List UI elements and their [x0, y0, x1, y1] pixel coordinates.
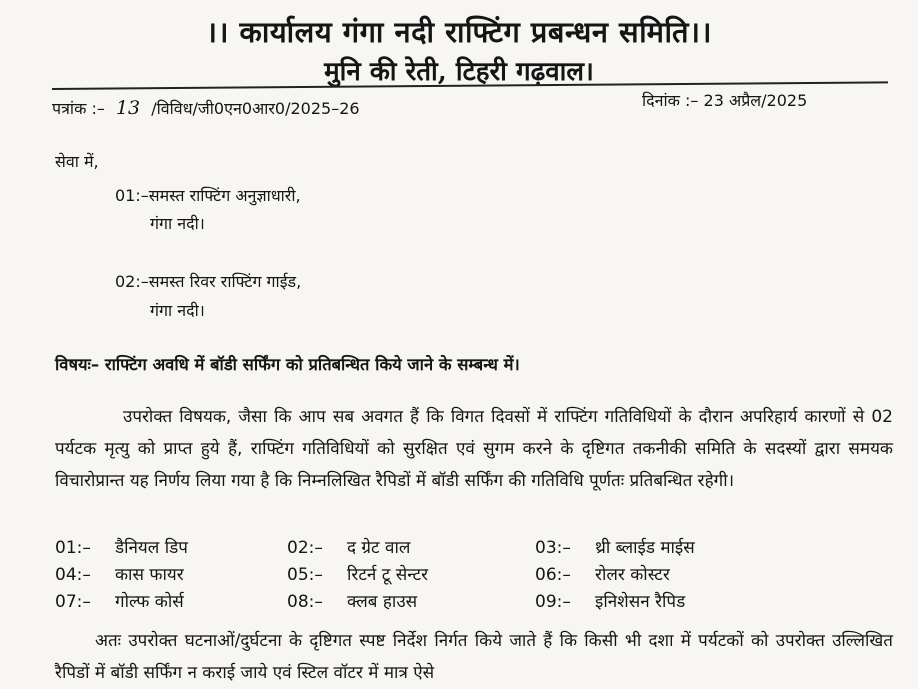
letter-date	[642, 89, 807, 111]
rapid-item: 08:– क्लब हाउस	[287, 592, 418, 612]
office-title: ।। कार्यालय गंगा नदी राफ्टिंग प्रबन्धन समिति।।	[205, 15, 713, 49]
salutation: सेवा में,	[55, 152, 99, 171]
rapid-item: 03:– थ्री ब्लाईड माईस	[535, 538, 695, 558]
reference-path: /विविध/जी0एन0आर0/2025–26	[151, 99, 360, 118]
rapid-item: 01:– डैनियल डिप	[55, 538, 188, 558]
rapid-item: 06:– रोलर कोस्टर	[535, 565, 670, 585]
addressee-2-line2: गंगा नदी।	[150, 301, 205, 320]
rapid-item: 04:– कास फायर	[55, 565, 184, 585]
rapid-item: 09:– इनिशेसन रैपिड	[535, 592, 686, 612]
rapids-list	[55, 535, 815, 615]
addressee-1-line1: 01:–समस्त राफ्टिंग अनुज्ञाधारी,	[115, 186, 301, 205]
letter-subject: विषयः– राफ्टिंग अवधि में बॉडी सर्फिंग को प्रतिबन्धित किये जाने के सम्बन्ध में।	[55, 355, 520, 374]
reference-number: 13	[115, 97, 141, 119]
rapid-item: 05:– रिटर्न टू सेन्टर	[287, 565, 429, 585]
date-value: 23 अप्रैल/2025	[703, 91, 808, 110]
office-location: मुनि की रेती, टिहरी गढ़वाल।	[324, 57, 594, 87]
reference-label: पत्रांक :–	[52, 99, 105, 118]
date-label: दिनांक :–	[642, 91, 699, 110]
rapid-item: 02:– द ग्रेट वाल	[287, 538, 411, 558]
addressee-2-line1: 02:–समस्त रिवर राफ्टिंग गाईड,	[115, 272, 302, 291]
body-paragraph-1: उपरोक्त विषयक, जैसा कि आप सब अवगत हैं कि विगत दिवसों में राफ्टिंग गतिविधियों के दौरान अपरिहार्य कारणों से 02 पर्यटक मृत्यु को प्राप्त हुये हैं, राफ्टिंग गतिविधियों को सुरक्षित एवं सुगम करने के दृष्टिगत तकनीकी समिति के सदस्यों द्वारा समयक विचारोप्रान्त यह निर्णय लिया गया है कि निम्नलिखित रैपिडों में बॉडी सर्फिंग की गतिविधि पूर्णतः प्रतिबन्धित रहेगी।	[55, 407, 893, 491]
addressee-1-line2: गंगा नदी।	[150, 214, 205, 233]
letter-reference	[52, 97, 360, 119]
body-paragraph-2: अतः उपरोक्त घटनाओं/दुर्घटना के दृष्टिगत स्पष्ट निर्देश निर्गत किये जाते हैं कि किसी भी दशा में पर्यटकों को उपरोक्त उल्लिखित रैपिडों में बॉडी सर्फिंग न कराई जाये एवं स्टिल वॉटर में मात्र ऐसे	[55, 631, 893, 683]
rapid-item: 07:– गोल्फ कोर्स	[55, 592, 184, 612]
